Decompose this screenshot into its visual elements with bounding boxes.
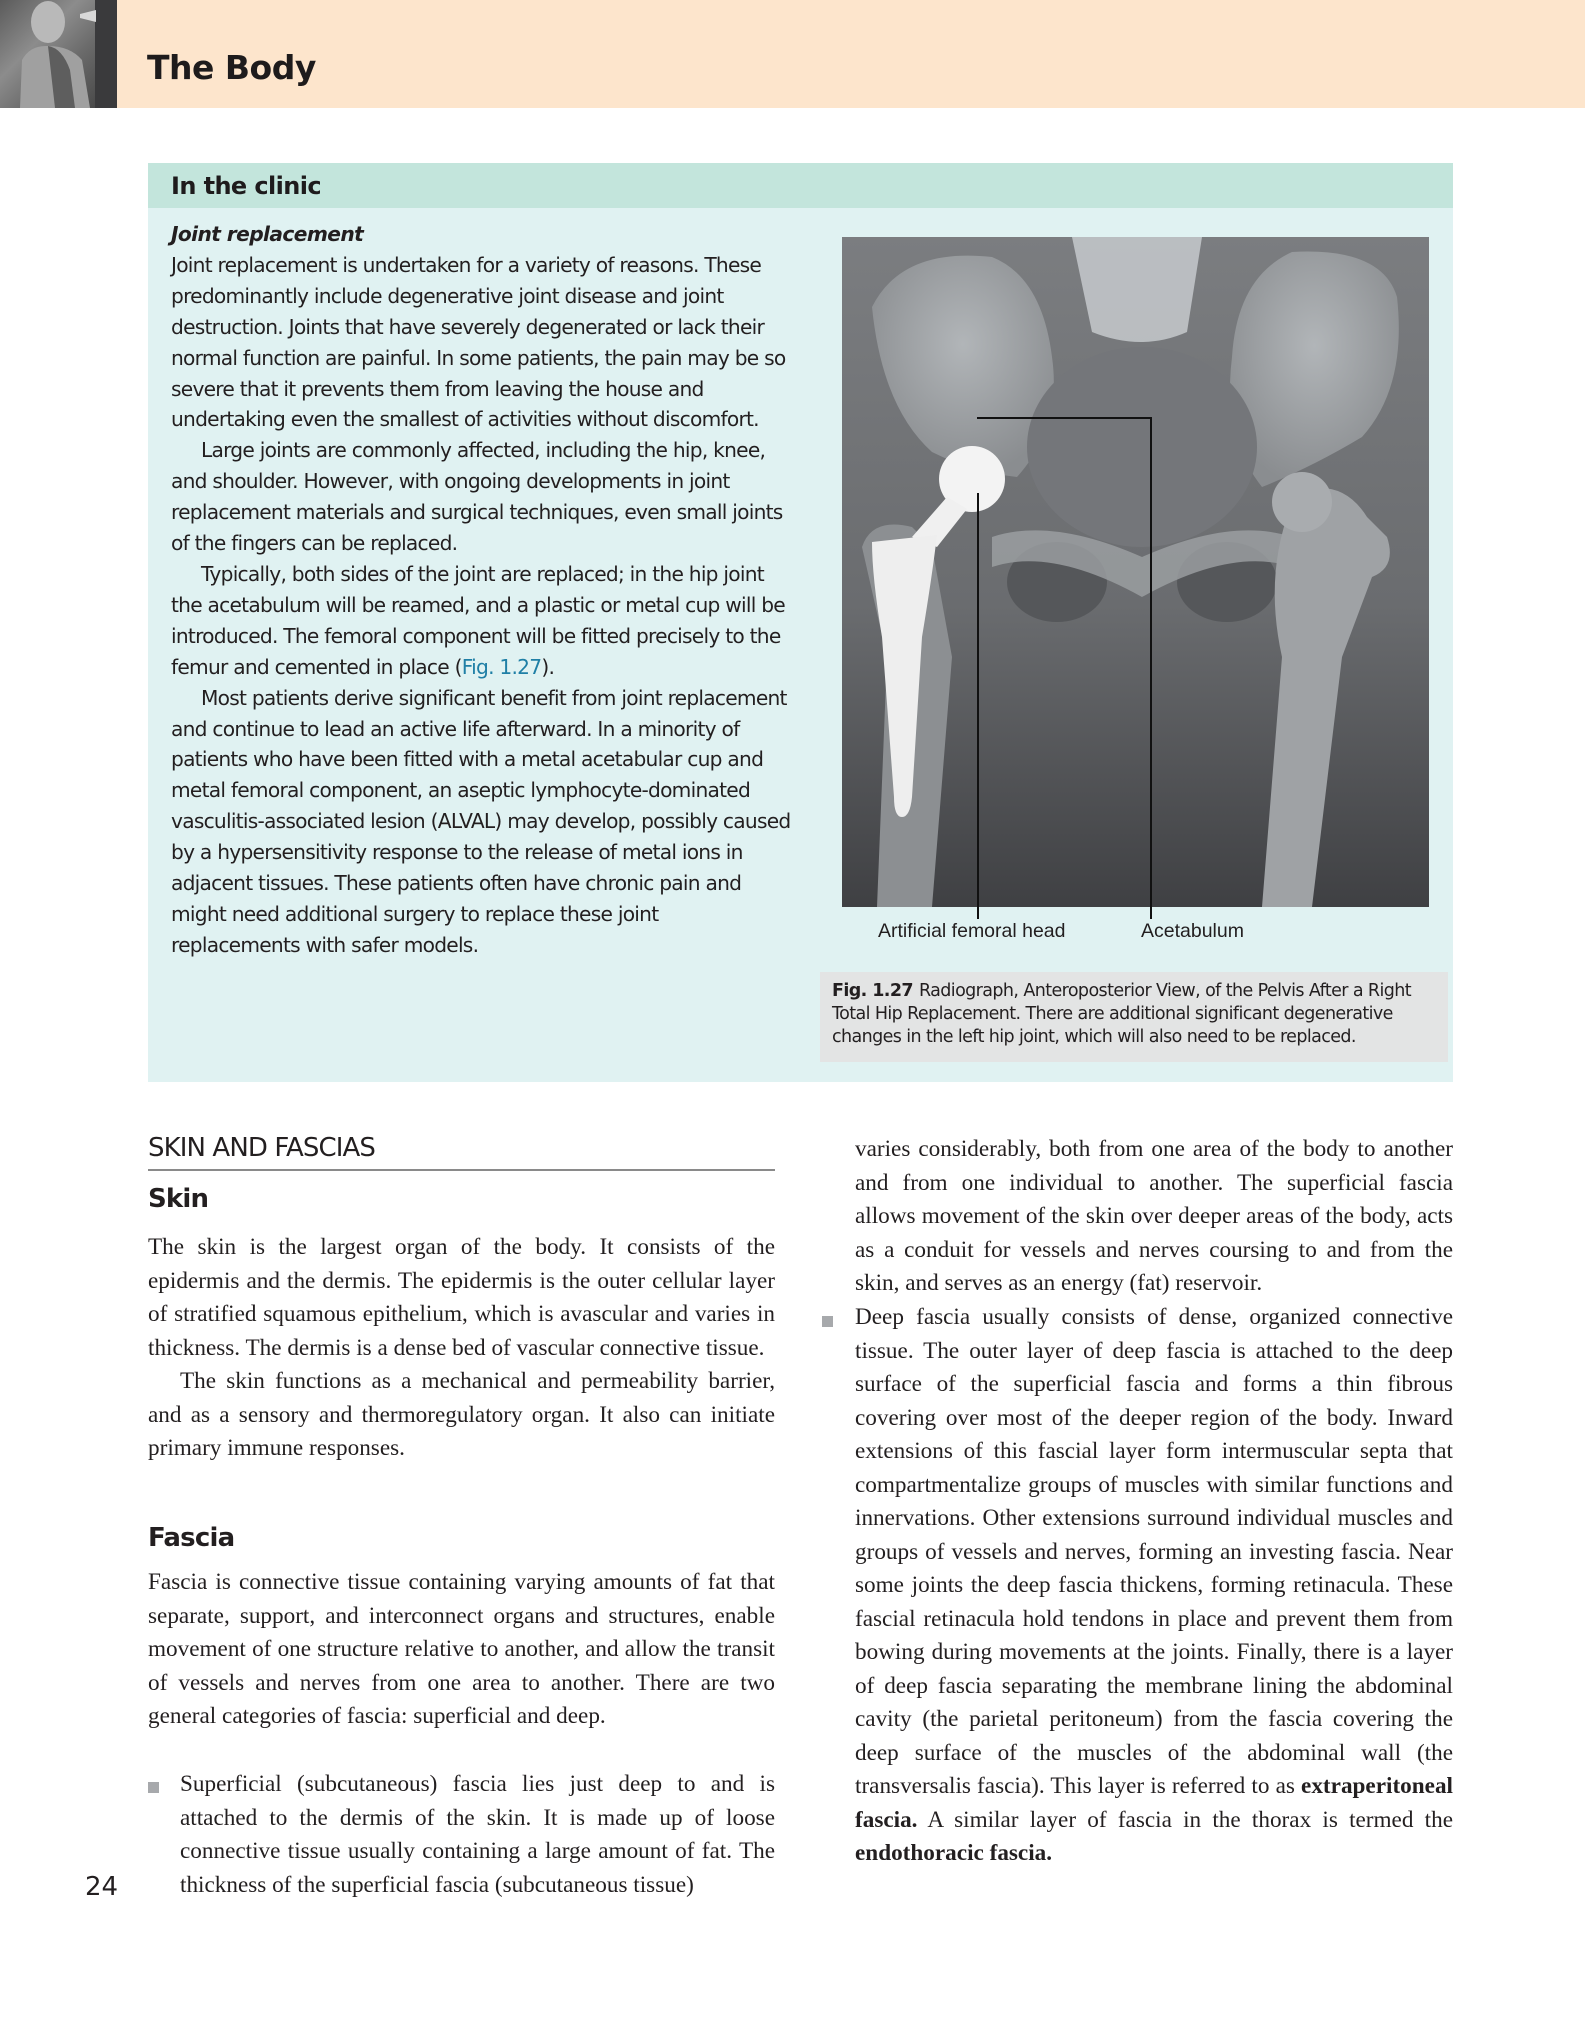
acetabulum-leader-ext [1150, 907, 1152, 919]
bullet-text-body: Deep fascia usually consists of dense, organized connective tissue. The outer layer of deep fascia is attached to the deep surface of the superficial fascia and forms a thin fibrous covering over most of the deeper region of the body. Inward extensions of this fascial layer form intermuscular septa that compartmentalize groups of muscles with similar functions and innervations. Other extensions surround individual muscles and groups of vessels and nerves, forming an investing fascia. Near some joints the deep fascia thickens, forming retinacula. These fascial retinacula hold tendons in place and prevent them from bowing during movements at the joints. Finally, there is a layer of deep fascia separating the membrane lining the abdominal cavity (the parietal peritoneum) from the fascia covering the deep surface of the muscles of the abdominal wall (the transversalis fascia). This layer is referred to as [855, 1304, 1453, 1799]
pelvis-radiograph [842, 237, 1429, 907]
clinic-subheading: Joint replacement [171, 222, 364, 246]
skin-text [148, 1231, 775, 1466]
subsection-heading-fascia: Fascia [148, 1523, 235, 1553]
figure-caption-text: Radiograph, Anteroposterior View, of the Pelvis After a Right Total Hip Replacement. There are additional significant degenerative changes in the left hip joint, which will also need to be replaced. [832, 981, 1411, 1047]
body-figure-thumbnail-icon [0, 0, 117, 108]
term-endothoracic-fascia: endothoracic fascia. [855, 1840, 1053, 1866]
body-paragraph: Fascia is connective tissue containing varying amounts of fat that separate, support, and interconnect organs and structures, enable movement of one structure relative to another, and allow the transit of vessels and nerves from one area to another. There are two general categories of fascia: superficial and deep. [148, 1569, 775, 1729]
clinic-paragraph [171, 559, 791, 683]
label-acetabulum: Acetabulum [1141, 920, 1244, 942]
page-number: 24 [85, 1872, 119, 1902]
clinic-paragraph: Joint replacement is undertaken for a variety of reasons. These predominantly include degenerative joint disease and joint destruction. Joints that have severely degenerated or lack their normal function are painful. In some patients, the pain may be so severe that it prevents them from leaving the house and undertaking even the smallest of activities without discomfort. [171, 252, 786, 432]
figure-number: Fig. 1.27 [832, 981, 913, 1001]
clinic-box-text [171, 219, 791, 961]
chapter-title: The Body [147, 48, 316, 87]
bullet-text: varies considerably, both from one area of the body to another and from one individual to another. The superficial fascia allows movement of the skin over deeper areas of the body, acts as a conduit for vessels and nerves coursing to and from the skin, and serves as an energy (fat) reservoir. [855, 1136, 1453, 1296]
label-artificial-femoral-head: Artificial femoral head [878, 920, 1066, 942]
acetabulum-leader-line-v [1150, 417, 1152, 907]
figure-caption [820, 972, 1448, 1062]
clinic-box [148, 163, 1453, 1082]
clinic-paragraph-text: ). [541, 654, 555, 679]
bullet-superficial-fascia [180, 1768, 775, 1902]
bullet-text: Superficial (subcutaneous) fascia lies just deep to and is attached to the dermis of the skin. It is made up of loose connective tissue usually containing a large amount of fat. The thickness of the superficial fascia (subcutaneous tissue) [180, 1771, 775, 1898]
bullet-icon [822, 1316, 833, 1327]
body-paragraph: The skin functions as a mechanical and permeability barrier, and as a sensory and thermoregulatory organ. It also can initiate primary immune responses. [148, 1368, 775, 1461]
bullet-superficial-fascia-continued [855, 1133, 1453, 1301]
bullet-deep-fascia [855, 1301, 1453, 1871]
clinic-box-title: In the clinic [171, 172, 321, 200]
clinic-paragraph-text: Typically, both sides of the joint are replaced; in the hip joint the acetabulum will be reamed, and a plastic or metal cup will be introduced. The femoral component will be fitted precisely to the femur and cemented in place ( [171, 561, 785, 679]
bullet-icon [148, 1782, 159, 1793]
bullet-text [855, 1301, 1453, 1871]
term-extraperitoneal-fascia: extraperitoneal fascia. [855, 1773, 1453, 1833]
clinic-paragraph: Most patients derive significant benefit from joint replacement and continue to lead an active life afterward. In a minority of patients who have been fitted with a metal acetabular cup and metal femoral component, an aseptic lymphocyte-dominated vasculitis-associated lesion (ALVAL) may develop, possibly caused by a hypersensitivity response to the release of metal ions in adjacent tissues. These patients often have chronic pain and might need additional surgery to replace these joint replacements with safer models. [171, 685, 791, 957]
femoral-head-leader-line [977, 493, 979, 907]
bullet-text-body: A similar layer of fascia in the thorax is termed the [917, 1806, 1453, 1833]
acetabulum-leader-line-h [977, 417, 1152, 419]
section-title: SKIN AND FASCIAS [148, 1133, 775, 1171]
subsection-heading-skin: Skin [148, 1184, 209, 1214]
figure-reference-link[interactable]: Fig. 1.27 [461, 654, 542, 679]
body-paragraph: The skin is the largest organ of the body. It consists of the epidermis and the dermis. The epidermis is the outer cellular layer of stratified squamous epithelium, which is avascular and varies in thickness. The dermis is a dense bed of vascular connective tissue. [148, 1234, 775, 1361]
clinic-paragraph: Large joints are commonly affected, including the hip, knee, and shoulder. However, with ongoing developments in joint replacement materials and surgical techniques, even small joints of the fingers can be replaced. [171, 438, 783, 556]
fascia-text [148, 1566, 775, 1734]
clinic-box-header [148, 163, 1453, 208]
femoral-head-leader-ext [977, 907, 979, 919]
